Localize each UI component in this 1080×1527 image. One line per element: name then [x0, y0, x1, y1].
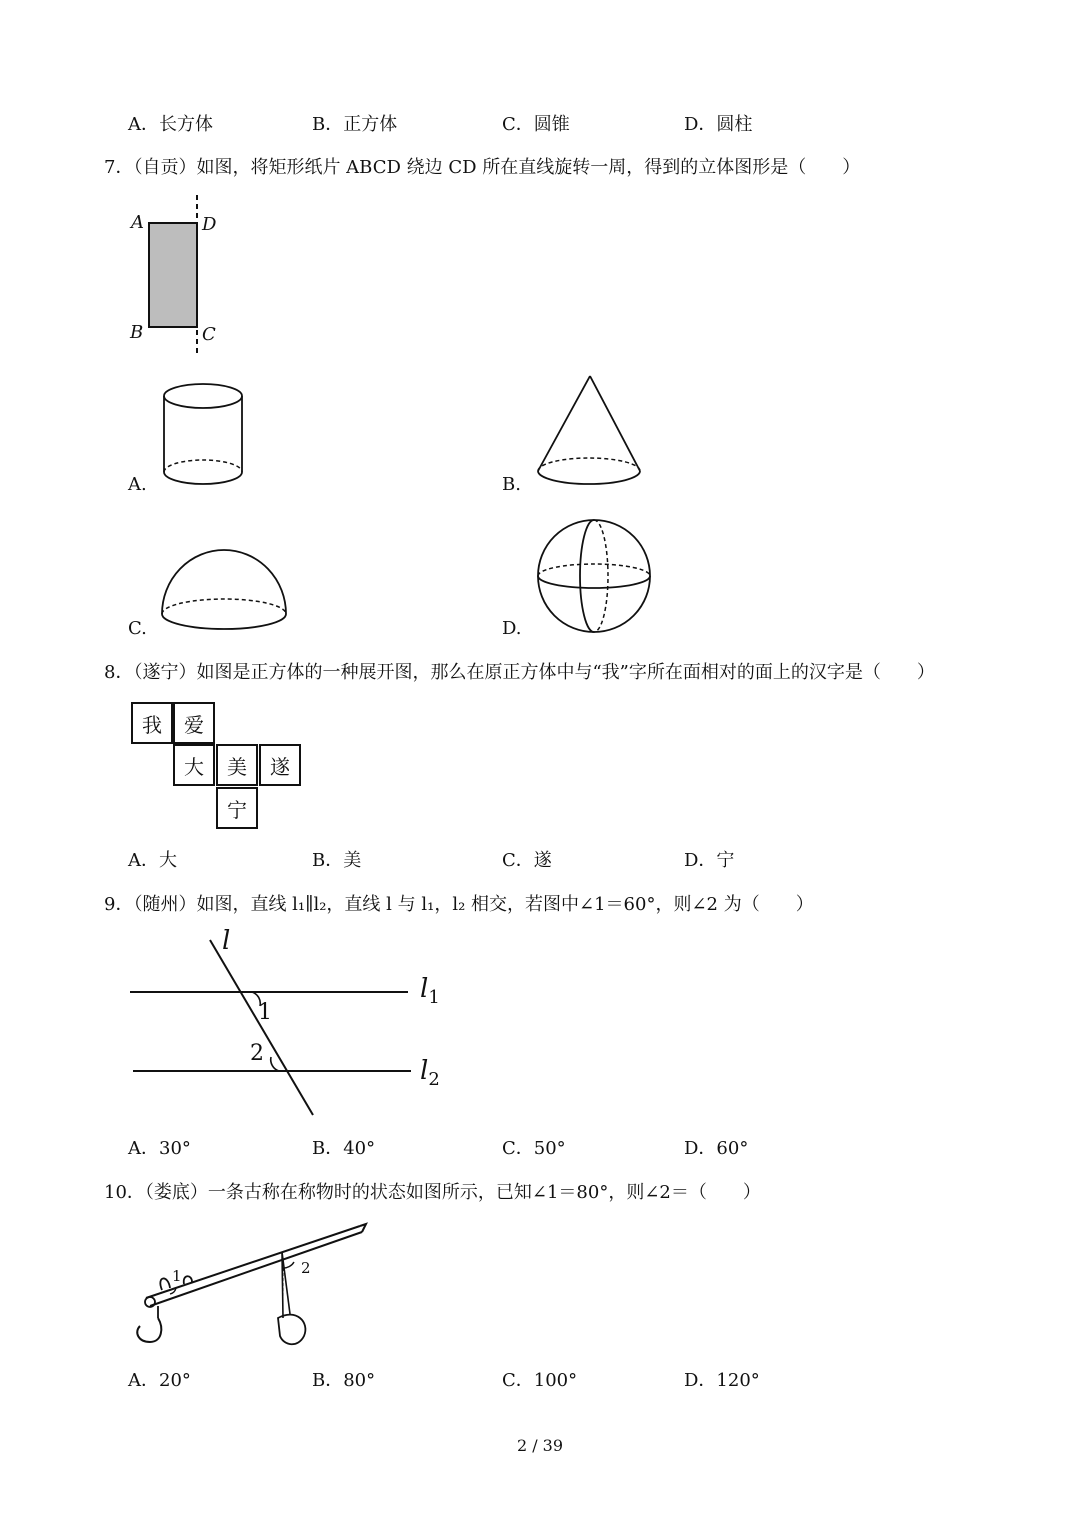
q9-option-a: A．30° — [128, 1138, 191, 1159]
q9-option-d: D．60° — [684, 1138, 749, 1159]
q6-option-d: D．圆柱 — [684, 114, 753, 135]
net-face-sui: 遂 — [259, 744, 301, 786]
q9-label-l2-letter: l — [420, 1056, 429, 1086]
q9-label-l: l — [222, 926, 231, 956]
q9-stem: 9．（随州）如图，直线 l₁∥l₂，直线 l 与 l₁，l₂ 相交，若图中∠1＝60°，则∠2 为（ ） — [104, 894, 814, 915]
q10-option-a: A．20° — [128, 1370, 191, 1391]
q10-angle-1-label: 1 — [172, 1267, 182, 1285]
q10-stem: 10．（娄底）一条古称在称物时的状态如图所示，已知∠1＝80°，则∠2＝（ ） — [104, 1182, 761, 1203]
q7-stem: 7．（自贡）如图，将矩形纸片 ABCD 绕边 CD 所在直线旋转一周，得到的立体图形是（ ） — [104, 157, 861, 178]
q9-angle-2-label: 2 — [250, 1041, 264, 1066]
q6-option-c: C．圆锥 — [502, 114, 570, 135]
q9-label-l1-subscript: 1 — [428, 987, 440, 1009]
net-face-wo: 我 — [131, 702, 173, 744]
q7-label-b: B — [130, 322, 144, 343]
net-face-ai: 爱 — [173, 702, 215, 744]
q8-option-d: D．宁 — [684, 850, 735, 871]
net-face-ning: 宁 — [216, 787, 258, 829]
q6-option-b: B．正方体 — [312, 114, 398, 135]
q7-cone-figure — [532, 374, 652, 494]
q9-label-l1-letter: l — [420, 974, 429, 1004]
q8-stem: 8．（遂宁）如图是正方体的一种展开图，那么在原正方体中与“我”字所在面相对的面上的汉字是（ ） — [104, 662, 935, 683]
q8-option-c: C．遂 — [502, 850, 552, 871]
q8-option-b: B．美 — [312, 850, 362, 871]
q7-label-c: C — [202, 324, 216, 345]
q7-label-a: A — [131, 212, 144, 233]
net-face-da: 大 — [173, 744, 215, 786]
q10-steelyard-figure — [128, 1218, 378, 1358]
q10-option-c: C．100° — [502, 1370, 578, 1391]
q7-option-d-label: D. — [502, 618, 522, 639]
page-number: 2 / 39 — [516, 1436, 564, 1455]
q10-angle-2-label: 2 — [301, 1259, 311, 1277]
q7-cylinder-figure — [160, 380, 260, 500]
net-face-mei: 美 — [216, 744, 258, 786]
q7-option-c-label: C. — [128, 618, 147, 639]
q10-option-d: D．120° — [684, 1370, 760, 1391]
q9-label-l2-subscript: 2 — [428, 1069, 440, 1091]
q9-option-b: B．40° — [312, 1138, 376, 1159]
q7-hemisphere-figure — [158, 546, 298, 646]
q7-sphere-figure — [534, 516, 664, 646]
q9-option-c: C．50° — [502, 1138, 566, 1159]
q6-option-a: A．长方体 — [128, 114, 213, 135]
q7-option-b-label: B. — [502, 474, 521, 495]
q9-label-l2 — [420, 1056, 440, 1091]
q8-option-a: A．大 — [128, 850, 177, 871]
q9-label-l1 — [420, 974, 440, 1009]
q10-option-b: B．80° — [312, 1370, 376, 1391]
q7-label-d: D — [202, 214, 217, 235]
q9-angle-1-label: 1 — [258, 1000, 272, 1025]
q7-option-a-label: A. — [128, 474, 147, 495]
q9-parallel-lines-figure — [125, 926, 455, 1120]
